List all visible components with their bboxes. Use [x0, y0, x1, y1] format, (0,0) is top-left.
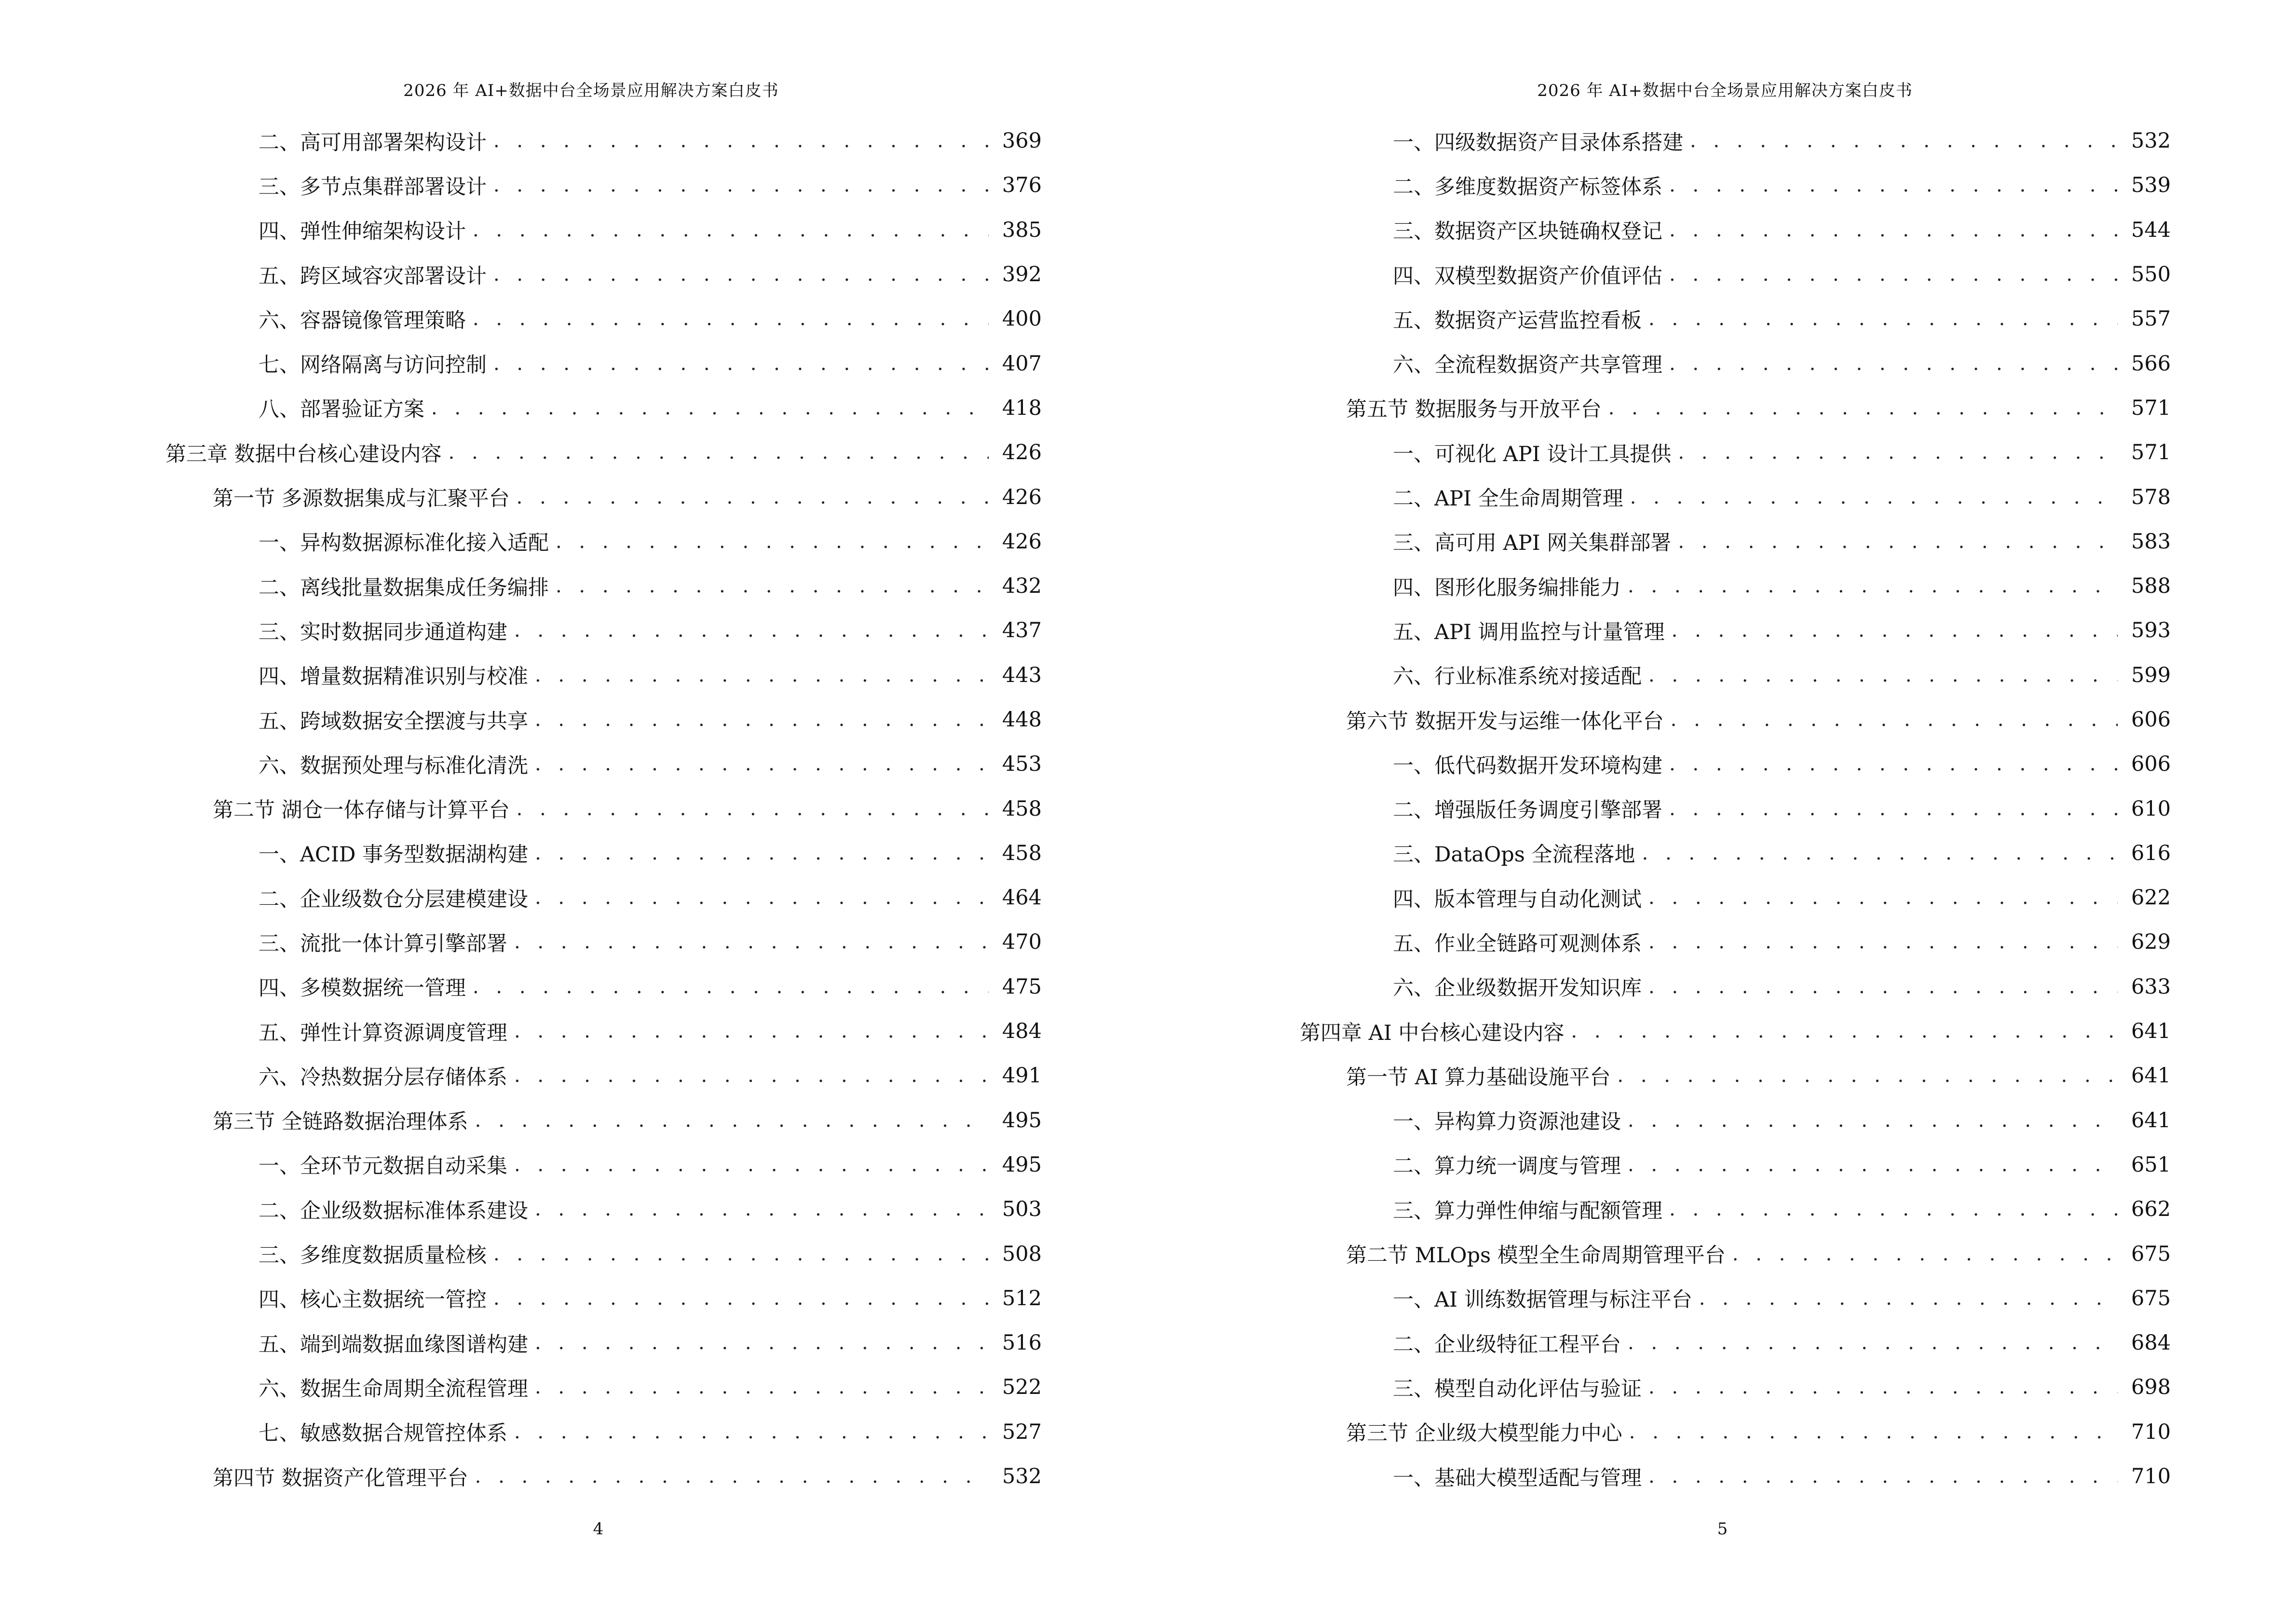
toc-entry-page-number: 522	[1002, 1375, 1042, 1400]
toc-entry-page-number: 550	[2131, 262, 2171, 287]
toc-entry-label: 三、高可用 API 网关集群部署	[1393, 531, 1672, 556]
toc-dot-leader	[1617, 1064, 2118, 1087]
toc-entry-item[interactable]	[0, 1143, 1042, 1187]
toc-entry-section[interactable]	[0, 786, 1042, 831]
toc-entry-page-number: 675	[2131, 1242, 2171, 1266]
toc-dot-leader	[1628, 575, 2118, 597]
toc-entry-page-number: 629	[2131, 930, 2171, 955]
toc-entry-page-number: 458	[1002, 796, 1042, 821]
toc-entry-label: 六、全流程数据资产共享管理	[1393, 353, 1662, 378]
toc-entry-page-number: 583	[2131, 529, 2171, 554]
toc-dot-leader	[1672, 619, 2118, 641]
toc-entry-item[interactable]	[1144, 119, 2171, 163]
toc-entry-label: 一、ACID 事务型数据湖构建	[259, 843, 529, 867]
toc-entry-label: 四、多模数据统一管理	[259, 976, 466, 1001]
toc-dot-leader	[535, 842, 989, 864]
toc-entry-page-number: 662	[2131, 1197, 2171, 1222]
toc-dot-leader	[535, 709, 989, 731]
toc-entry-item[interactable]	[0, 1053, 1042, 1098]
toc-dot-leader	[1571, 1020, 2118, 1042]
toc-dot-leader	[1669, 174, 2118, 196]
toc-entry-item[interactable]	[1144, 475, 2171, 519]
toc-entry-page-number: 641	[2131, 1064, 2171, 1088]
toc-entry-item[interactable]	[0, 386, 1042, 430]
toc-entry-label: 五、跨区域容灾部署设计	[259, 264, 487, 288]
toc-entry-page-number: 539	[2131, 173, 2171, 198]
toc-entry-page-number: 710	[2131, 1419, 2171, 1444]
toc-entry-label: 三、数据资产区块链确权登记	[1393, 219, 1662, 244]
toc-entry-label: 五、API 调用监控与计量管理	[1393, 620, 1665, 644]
toc-entry-label: 四、弹性伸缩架构设计	[259, 219, 466, 244]
toc-entry-page-number: 443	[1002, 663, 1042, 687]
toc-entry-page-number: 684	[2131, 1331, 2171, 1355]
toc-dot-leader	[493, 263, 989, 286]
toc-entry-page-number: 503	[1002, 1197, 1042, 1222]
toc-entry-page-number: 622	[2131, 886, 2171, 910]
toc-entry-label: 第六节 数据开发与运维一体化平台	[1346, 709, 1664, 734]
toc-entry-label: 一、四级数据资产目录体系搭建	[1393, 130, 1683, 155]
toc-entry-page-number: 470	[1002, 930, 1042, 955]
toc-dot-leader	[449, 441, 989, 464]
page-header: 2026 年 AI+数据中台全场景应用解决方案白皮书	[403, 81, 779, 100]
toc-entry-label: 二、多维度数据资产标签体系	[1393, 175, 1662, 199]
toc-entry-item[interactable]	[0, 653, 1042, 697]
toc-dot-leader	[1642, 842, 2118, 864]
toc-entry-section[interactable]	[0, 475, 1042, 519]
toc-dot-leader	[1628, 1109, 2118, 1132]
toc-dot-leader	[556, 575, 989, 597]
toc-entry-page-number: 698	[2131, 1375, 2171, 1400]
toc-entry-label: 第三章 数据中台核心建设内容	[165, 442, 442, 466]
toc-dot-leader	[473, 308, 989, 330]
toc-dot-leader	[1690, 130, 2118, 152]
toc-entry-page-number: 464	[1002, 886, 1042, 910]
toc-entry-label: 三、DataOps 全流程落地	[1393, 843, 1635, 867]
toc-dot-leader	[1669, 353, 2118, 375]
toc-entry-item[interactable]	[0, 1410, 1042, 1454]
toc-entry-label: 第一节 AI 算力基础设施平台	[1346, 1065, 1611, 1090]
toc-entry-label: 第三节 全链路数据治理体系	[213, 1110, 468, 1134]
toc-entry-item[interactable]	[0, 564, 1042, 608]
toc-entry-label: 一、低代码数据开发环境构建	[1393, 753, 1662, 778]
toc-entry-item[interactable]	[1144, 430, 2171, 475]
toc-dot-leader	[1608, 397, 2118, 419]
toc-entry-label: 四、增量数据精准识别与校准	[259, 665, 528, 689]
toc-dot-leader	[493, 130, 989, 152]
toc-entry-label: 六、数据预处理与标准化清洗	[259, 753, 528, 778]
toc-entry-label: 四、双模型数据资产价值评估	[1393, 264, 1662, 288]
toc-entry-page-number: 484	[1002, 1019, 1042, 1044]
toc-entry-page-number: 566	[2131, 351, 2171, 376]
toc-dot-leader	[493, 353, 989, 375]
toc-entry-label: 第四节 数据资产化管理平台	[213, 1466, 468, 1490]
toc-entry-item[interactable]	[1144, 519, 2171, 564]
toc-entry-label: 八、部署验证方案	[259, 397, 424, 422]
toc-entry-section[interactable]	[1144, 1410, 2171, 1454]
toc-entry-label: 第二节 湖仓一体存储与计算平台	[213, 798, 510, 823]
toc-entry-label: 五、跨域数据安全摆渡与共享	[259, 709, 528, 734]
toc-entry-page-number: 475	[1002, 974, 1042, 999]
toc-dot-leader	[1678, 531, 2118, 553]
toc-dot-leader	[493, 1287, 989, 1310]
toc-entry-label: 第一节 多源数据集成与汇聚平台	[213, 487, 510, 511]
toc-dot-leader	[1630, 486, 2118, 508]
toc-entry-label: 五、弹性计算资源调度管理	[259, 1021, 507, 1045]
toc-entry-item[interactable]	[0, 742, 1042, 786]
toc-entry-item[interactable]	[1144, 297, 2171, 341]
toc-entry-page-number: 641	[2131, 1108, 2171, 1133]
toc-entry-item[interactable]	[0, 920, 1042, 964]
toc-entry-label: 五、作业全链路可观测体系	[1393, 931, 1642, 956]
toc-entry-item[interactable]	[1144, 831, 2171, 875]
toc-entry-item[interactable]	[1144, 208, 2171, 252]
toc-entry-label: 三、实时数据同步通道构建	[259, 620, 507, 644]
toc-entry-label: 一、可视化 API 设计工具提供	[1393, 442, 1672, 466]
toc-dot-leader	[535, 753, 989, 775]
toc-entry-page-number: 495	[1002, 1152, 1042, 1177]
toc-entry-item[interactable]	[1144, 965, 2171, 1009]
toc-dot-leader	[1669, 219, 2118, 241]
toc-entry-page-number: 516	[1002, 1331, 1042, 1355]
toc-entry-item[interactable]	[0, 297, 1042, 341]
toc-entry-page-number: 432	[1002, 574, 1042, 599]
toc-entry-label: 三、算力弹性伸缩与配额管理	[1393, 1199, 1662, 1223]
toc-entry-item[interactable]	[0, 119, 1042, 163]
toc-list-right	[1144, 119, 2171, 1499]
toc-dot-leader	[1669, 1198, 2118, 1220]
toc-entry-label: 一、异构数据源标准化接入适配	[259, 531, 549, 556]
toc-entry-item[interactable]	[1144, 163, 2171, 207]
toc-entry-label: 四、核心主数据统一管控	[259, 1288, 487, 1312]
toc-entry-page-number: 651	[2131, 1152, 2171, 1177]
toc-dot-leader	[535, 887, 989, 909]
toc-entry-item[interactable]	[1144, 1454, 2171, 1499]
toc-entry-page-number: 599	[2131, 663, 2171, 687]
toc-entry-label: 一、全环节元数据自动采集	[259, 1154, 507, 1179]
toc-dot-leader	[517, 486, 989, 508]
toc-entry-label: 三、多维度数据质量检核	[259, 1243, 487, 1268]
toc-dot-leader	[1648, 976, 2118, 998]
toc-dot-leader	[535, 1198, 989, 1220]
toc-entry-label: 二、增强版任务调度引擎部署	[1393, 798, 1662, 823]
toc-entry-label: 三、多节点集群部署设计	[259, 175, 487, 199]
toc-entry-item[interactable]	[0, 875, 1042, 920]
toc-dot-leader	[475, 1465, 989, 1488]
toc-entry-item[interactable]	[0, 608, 1042, 653]
toc-entry-page-number: 544	[2131, 218, 2171, 242]
toc-entry-page-number: 426	[1002, 440, 1042, 465]
toc-dot-leader	[556, 531, 989, 553]
toc-entry-page-number: 400	[1002, 307, 1042, 331]
toc-entry-label: 第三节 企业级大模型能力中心	[1346, 1421, 1622, 1446]
toc-entry-item[interactable]	[1144, 920, 2171, 964]
toc-entry-item[interactable]	[0, 163, 1042, 207]
toc-dot-leader	[514, 931, 989, 953]
toc-entry-chapter[interactable]	[0, 430, 1042, 475]
toc-dot-leader	[1648, 308, 2118, 330]
toc-dot-leader	[535, 664, 989, 686]
toc-entry-page-number: 453	[1002, 752, 1042, 777]
toc-entry-item[interactable]	[0, 252, 1042, 297]
toc-entry-label: 三、模型自动化评估与验证	[1393, 1377, 1642, 1401]
toc-entry-label: 六、容器镜像管理策略	[259, 308, 466, 333]
toc-entry-item[interactable]	[1144, 1276, 2171, 1321]
toc-dot-leader	[517, 798, 989, 820]
toc-entry-page-number: 392	[1002, 262, 1042, 287]
toc-entry-section[interactable]	[1144, 1053, 2171, 1098]
toc-entry-page-number: 527	[1002, 1419, 1042, 1444]
toc-dot-leader	[431, 397, 989, 419]
toc-dot-leader	[493, 1243, 989, 1265]
toc-entry-page-number: 407	[1002, 351, 1042, 376]
toc-dot-leader	[1732, 1243, 2118, 1265]
toc-dot-leader	[514, 1020, 989, 1042]
toc-dot-leader	[514, 619, 989, 641]
toc-entry-page-number: 588	[2131, 574, 2171, 599]
toc-entry-label: 六、行业标准系统对接适配	[1393, 665, 1642, 689]
toc-entry-label: 二、API 全生命周期管理	[1393, 487, 1623, 511]
toc-entry-page-number: 675	[2131, 1286, 2171, 1310]
toc-entry-section[interactable]	[1144, 697, 2171, 742]
toc-entry-label: 一、异构算力资源池建设	[1393, 1110, 1621, 1134]
toc-dot-leader	[1648, 1376, 2118, 1398]
toc-entry-page-number: 606	[2131, 752, 2171, 777]
page-number: 5	[1717, 1519, 1728, 1539]
toc-entry-item[interactable]	[1144, 875, 2171, 920]
toc-entry-page-number: 610	[2131, 796, 2171, 821]
toc-entry-item[interactable]	[1144, 653, 2171, 697]
toc-dot-leader	[1629, 1421, 2118, 1443]
toc-entry-page-number: 571	[2131, 440, 2171, 465]
toc-dot-leader	[1671, 709, 2118, 731]
toc-entry-section[interactable]	[1144, 386, 2171, 430]
toc-entry-page-number: 532	[2131, 129, 2171, 153]
toc-dot-leader	[1669, 798, 2118, 820]
toc-entry-label: 二、离线批量数据集成任务编排	[259, 575, 549, 600]
toc-entry-section[interactable]	[0, 1098, 1042, 1143]
toc-dot-leader	[514, 1064, 989, 1087]
toc-dot-leader	[493, 174, 989, 196]
toc-entry-page-number: 426	[1002, 485, 1042, 509]
toc-entry-page-number: 571	[2131, 396, 2171, 420]
toc-dot-leader	[1699, 1287, 2118, 1310]
toc-entry-label: 三、流批一体计算引擎部署	[259, 931, 507, 956]
toc-entry-page-number: 512	[1002, 1286, 1042, 1310]
toc-entry-label: 七、网络隔离与访问控制	[259, 353, 487, 378]
toc-entry-item[interactable]	[0, 1276, 1042, 1321]
toc-entry-item[interactable]	[1144, 1143, 2171, 1187]
toc-entry-page-number: 593	[2131, 618, 2171, 643]
toc-entry-label: 四、版本管理与自动化测试	[1393, 887, 1642, 912]
toc-entry-item[interactable]	[1144, 608, 2171, 653]
toc-entry-page-number: 710	[2131, 1464, 2171, 1489]
toc-dot-leader	[1648, 1465, 2118, 1488]
toc-entry-item[interactable]	[0, 1187, 1042, 1231]
toc-entry-item[interactable]	[1144, 786, 2171, 831]
toc-dot-leader	[514, 1421, 989, 1443]
toc-dot-leader	[1669, 263, 2118, 286]
toc-entry-label: 四、图形化服务编排能力	[1393, 575, 1621, 600]
toc-entry-page-number: 508	[1002, 1242, 1042, 1266]
toc-entry-label: 二、企业级数据标准体系建设	[259, 1199, 528, 1223]
toc-entry-page-number: 385	[1002, 218, 1042, 242]
toc-dot-leader	[473, 976, 989, 998]
right-page	[1144, 0, 2287, 1624]
toc-dot-leader	[535, 1376, 989, 1398]
toc-dot-leader	[1669, 753, 2118, 775]
toc-entry-page-number: 557	[2131, 307, 2171, 331]
toc-list-left	[0, 119, 1042, 1499]
toc-entry-item[interactable]	[1144, 1187, 2171, 1231]
toc-entry-page-number: 495	[1002, 1108, 1042, 1133]
toc-entry-page-number: 458	[1002, 841, 1042, 865]
toc-entry-label: 二、算力统一调度与管理	[1393, 1154, 1621, 1179]
toc-dot-leader	[1648, 931, 2118, 953]
toc-entry-label: 第五节 数据服务与开放平台	[1346, 397, 1602, 422]
toc-entry-label: 二、企业级数仓分层建模建设	[259, 887, 528, 912]
toc-entry-chapter[interactable]	[1144, 1009, 2171, 1053]
toc-entry-page-number: 532	[1002, 1464, 1042, 1489]
toc-entry-item[interactable]	[1144, 252, 2171, 297]
toc-entry-section[interactable]	[0, 1454, 1042, 1499]
toc-entry-item[interactable]	[0, 1009, 1042, 1053]
toc-entry-item[interactable]	[1144, 742, 2171, 786]
toc-dot-leader	[1628, 1154, 2118, 1176]
toc-dot-leader	[1628, 1332, 2118, 1354]
toc-entry-item[interactable]	[1144, 1098, 2171, 1143]
toc-entry-page-number: 491	[1002, 1064, 1042, 1088]
toc-entry-label: 六、数据生命周期全流程管理	[259, 1377, 528, 1401]
toc-dot-leader	[475, 1109, 989, 1132]
toc-entry-item[interactable]	[0, 1321, 1042, 1365]
toc-entry-label: 六、企业级数据开发知识库	[1393, 976, 1642, 1001]
toc-entry-label: 二、企业级特征工程平台	[1393, 1332, 1621, 1357]
toc-entry-item[interactable]	[0, 1365, 1042, 1409]
toc-entry-item[interactable]	[0, 965, 1042, 1009]
toc-entry-label: 六、冷热数据分层存储体系	[259, 1065, 507, 1090]
toc-entry-item[interactable]	[1144, 1365, 2171, 1409]
toc-dot-leader	[514, 1154, 989, 1176]
toc-dot-leader	[1678, 441, 2118, 464]
toc-entry-item[interactable]	[1144, 564, 2171, 608]
toc-dot-leader	[1648, 887, 2118, 909]
toc-entry-label: 七、敏感数据合规管控体系	[259, 1421, 507, 1446]
toc-entry-page-number: 376	[1002, 173, 1042, 198]
toc-entry-page-number: 369	[1002, 129, 1042, 153]
toc-entry-page-number: 418	[1002, 396, 1042, 420]
toc-entry-section[interactable]	[1144, 1231, 2171, 1276]
toc-dot-leader	[1648, 664, 2118, 686]
toc-entry-item[interactable]	[0, 208, 1042, 252]
page-header: 2026 年 AI+数据中台全场景应用解决方案白皮书	[1537, 81, 1913, 100]
page-number: 4	[593, 1519, 604, 1539]
toc-entry-item[interactable]	[0, 697, 1042, 742]
toc-entry-page-number: 578	[2131, 485, 2171, 509]
toc-entry-label: 五、端到端数据血缘图谱构建	[259, 1332, 528, 1357]
toc-entry-label: 二、高可用部署架构设计	[259, 130, 487, 155]
toc-entry-item[interactable]	[0, 1231, 1042, 1276]
toc-dot-leader	[473, 219, 989, 241]
toc-entry-page-number: 616	[2131, 841, 2171, 865]
toc-entry-page-number: 448	[1002, 708, 1042, 732]
toc-entry-page-number: 437	[1002, 618, 1042, 643]
toc-entry-label: 一、基础大模型适配与管理	[1393, 1466, 1642, 1490]
toc-entry-item[interactable]	[1144, 341, 2171, 385]
toc-dot-leader	[535, 1332, 989, 1354]
toc-entry-item[interactable]	[0, 341, 1042, 385]
toc-entry-page-number: 606	[2131, 708, 2171, 732]
toc-entry-item[interactable]	[0, 831, 1042, 875]
toc-entry-item[interactable]	[0, 519, 1042, 564]
toc-entry-page-number: 426	[1002, 529, 1042, 554]
toc-entry-item[interactable]	[1144, 1321, 2171, 1365]
toc-entry-label: 第四章 AI 中台核心建设内容	[1300, 1021, 1565, 1045]
toc-entry-label: 第二节 MLOps 模型全生命周期管理平台	[1346, 1243, 1726, 1268]
toc-entry-label: 一、AI 训练数据管理与标注平台	[1393, 1288, 1692, 1312]
toc-entry-page-number: 633	[2131, 974, 2171, 999]
toc-entry-page-number: 641	[2131, 1019, 2171, 1044]
toc-entry-label: 五、数据资产运营监控看板	[1393, 308, 1642, 333]
